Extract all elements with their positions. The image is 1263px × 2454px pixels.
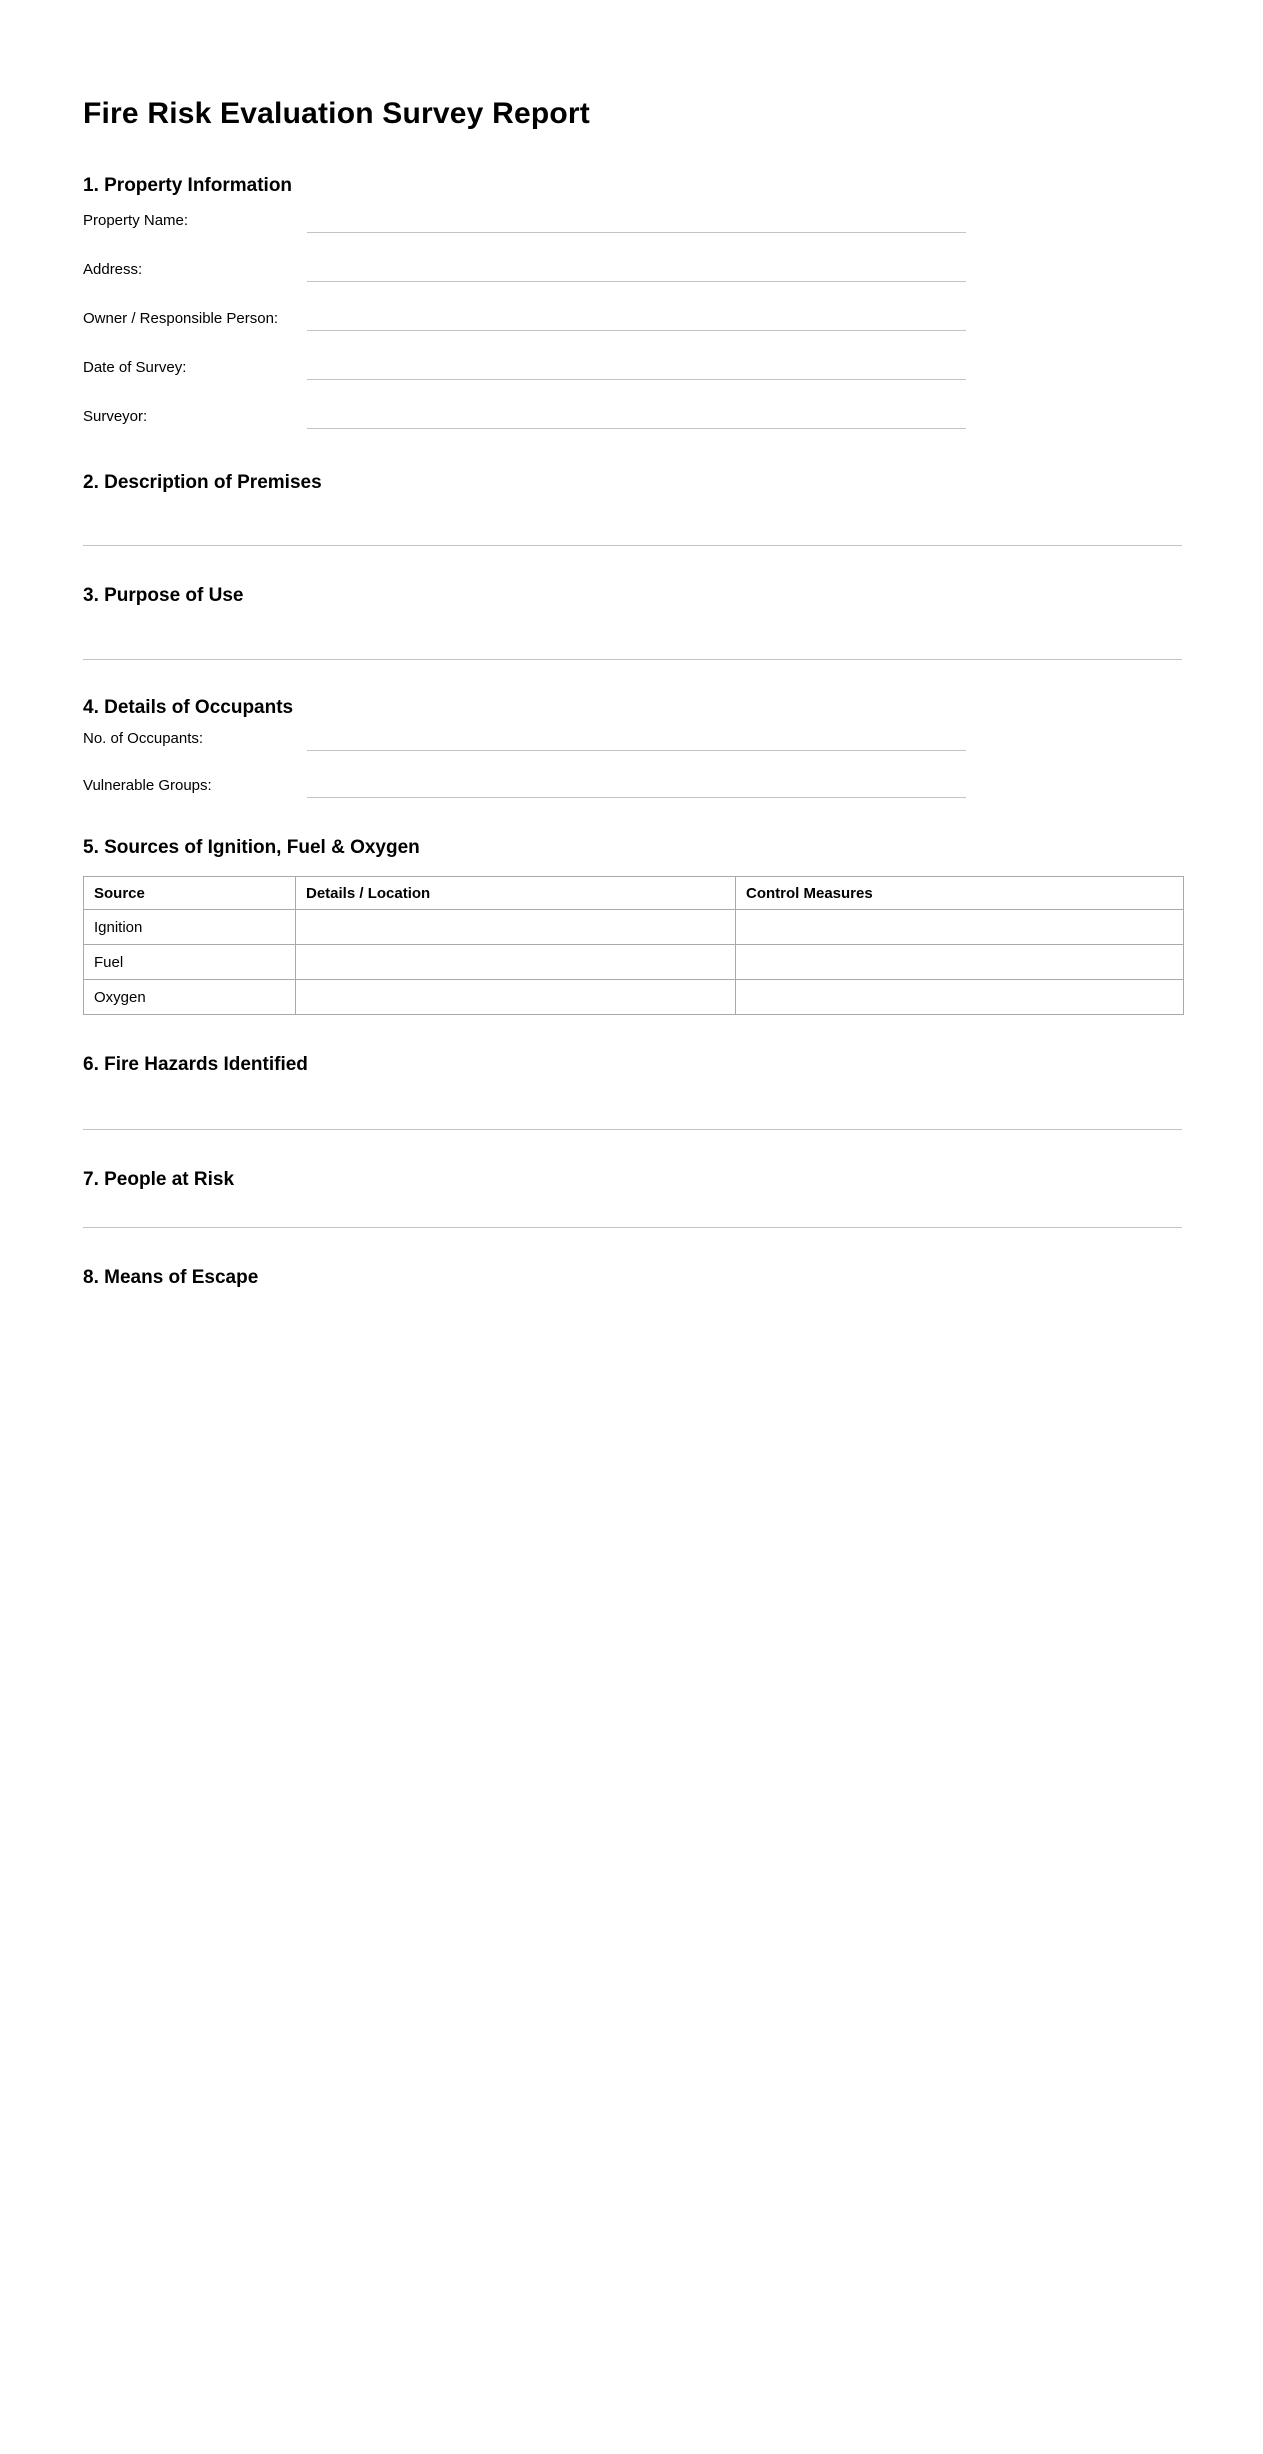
section-property-information xyxy=(83,174,1182,429)
fire-hazards-heading: 6. Fire Hazards Identified xyxy=(83,1054,308,1075)
fire-hazards-input[interactable] xyxy=(83,1077,1182,1130)
date-of-survey-label: Date of Survey: xyxy=(83,359,187,376)
section-fire-hazards xyxy=(83,1053,1182,1130)
column-header-details-location: Details / Location xyxy=(296,877,736,910)
fuel-details-cell[interactable] xyxy=(296,945,736,980)
section-sources-of-ignition xyxy=(83,836,1182,1015)
people-at-risk-input[interactable] xyxy=(83,1192,1182,1228)
row-label-fuel: Fuel xyxy=(84,945,296,980)
table-row-oxygen xyxy=(84,980,1184,1015)
sources-table xyxy=(83,876,1184,1015)
section-purpose-of-use xyxy=(83,584,1182,660)
ignition-details-cell[interactable] xyxy=(296,910,736,945)
table-row-ignition xyxy=(84,910,1184,945)
address-label: Address: xyxy=(83,261,143,278)
owner-label: Owner / Responsible Person: xyxy=(83,310,279,327)
section-description-of-premises xyxy=(83,471,1182,546)
field-row-vulnerable-groups xyxy=(83,751,1182,798)
vulnerable-groups-input[interactable] xyxy=(307,777,966,798)
field-row-no-of-occupants xyxy=(83,720,1182,751)
field-row-date-of-survey xyxy=(83,331,1182,380)
property-name-label: Property Name: xyxy=(83,212,189,229)
surveyor-label: Surveyor: xyxy=(83,408,148,425)
sources-table-header-row xyxy=(84,877,1184,910)
no-of-occupants-input[interactable] xyxy=(307,730,966,751)
vulnerable-groups-label: Vulnerable Groups: xyxy=(83,777,212,794)
property-name-input[interactable] xyxy=(307,212,966,233)
purpose-of-use-input[interactable] xyxy=(83,608,1182,660)
field-row-address xyxy=(83,233,1182,282)
section-details-of-occupants xyxy=(83,696,1182,798)
property-information-heading: 1. Property Information xyxy=(83,175,293,196)
sources-of-ignition-heading: 5. Sources of Ignition, Fuel & Oxygen xyxy=(83,837,420,858)
surveyor-input[interactable] xyxy=(307,408,966,429)
field-row-property-name xyxy=(83,198,1182,233)
field-row-surveyor xyxy=(83,380,1182,429)
oxygen-details-cell[interactable] xyxy=(296,980,736,1015)
date-of-survey-input[interactable] xyxy=(307,359,966,380)
oxygen-control-cell[interactable] xyxy=(736,980,1184,1015)
section-means-of-escape xyxy=(83,1266,1182,1290)
row-label-oxygen: Oxygen xyxy=(84,980,296,1015)
address-input[interactable] xyxy=(307,261,966,282)
description-of-premises-heading: 2. Description of Premises xyxy=(83,472,322,493)
purpose-of-use-heading: 3. Purpose of Use xyxy=(83,585,244,606)
row-label-ignition: Ignition xyxy=(84,910,296,945)
column-header-source: Source xyxy=(84,877,296,910)
people-at-risk-heading: 7. People at Risk xyxy=(83,1169,235,1190)
table-row-fuel xyxy=(84,945,1184,980)
section-people-at-risk xyxy=(83,1168,1182,1228)
page-title: Fire Risk Evaluation Survey Report xyxy=(83,97,590,130)
means-of-escape-heading: 8. Means of Escape xyxy=(83,1267,259,1288)
description-of-premises-input[interactable] xyxy=(83,495,1182,546)
field-row-owner xyxy=(83,282,1182,331)
fuel-control-cell[interactable] xyxy=(736,945,1184,980)
column-header-control-measures: Control Measures xyxy=(736,877,1184,910)
details-of-occupants-heading: 4. Details of Occupants xyxy=(83,697,294,718)
ignition-control-cell[interactable] xyxy=(736,910,1184,945)
owner-input[interactable] xyxy=(307,310,966,331)
no-of-occupants-label: No. of Occupants: xyxy=(83,730,204,747)
